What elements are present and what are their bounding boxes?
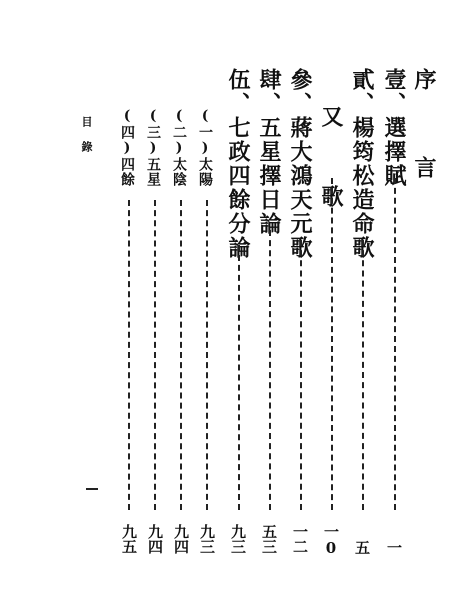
- toc-title: 參、蔣大鴻天元歌: [287, 68, 313, 260]
- leader-line: [269, 230, 271, 510]
- toc-page-number: 九三: [229, 524, 247, 554]
- toc-page-number: 一0: [322, 524, 340, 557]
- toc-title-preface: 序 言: [411, 68, 437, 200]
- leader-line: [128, 200, 130, 510]
- toc-subtitle: (四)四餘: [119, 108, 135, 187]
- toc-subtitle: (二)太陰: [171, 108, 187, 187]
- leader-line: [331, 178, 333, 510]
- toc-page-number: 五三: [260, 524, 278, 554]
- toc-title: 貳、楊筠松造命歌: [349, 68, 375, 260]
- side-label: 目錄: [80, 116, 93, 166]
- leader-line: [206, 200, 208, 510]
- toc-title: 伍、七政四餘分論: [225, 68, 251, 260]
- toc-page-number: 五: [353, 540, 371, 555]
- toc-subtitle: (一)太陽: [197, 108, 213, 187]
- leader-line: [394, 178, 396, 510]
- toc-page-number: 九四: [146, 524, 164, 554]
- leader-line: [238, 245, 240, 510]
- toc-title: 壹、選擇賦: [381, 68, 407, 188]
- toc-page-number: 九四: [172, 524, 190, 554]
- toc-subtitle: (三)五星: [145, 108, 161, 187]
- toc-page-number: 一二: [291, 524, 309, 554]
- toc-page-number: 九三: [198, 524, 216, 554]
- toc-page-number: 一: [385, 540, 403, 555]
- toc-title: 肆、五星擇日論: [256, 68, 282, 236]
- folio-number: [86, 488, 98, 490]
- toc-page-number: 九五: [120, 524, 138, 554]
- leader-line: [180, 200, 182, 510]
- toc-title: 又 歌: [318, 105, 344, 225]
- leader-line: [300, 240, 302, 510]
- leader-line: [362, 240, 364, 510]
- leader-line: [154, 200, 156, 510]
